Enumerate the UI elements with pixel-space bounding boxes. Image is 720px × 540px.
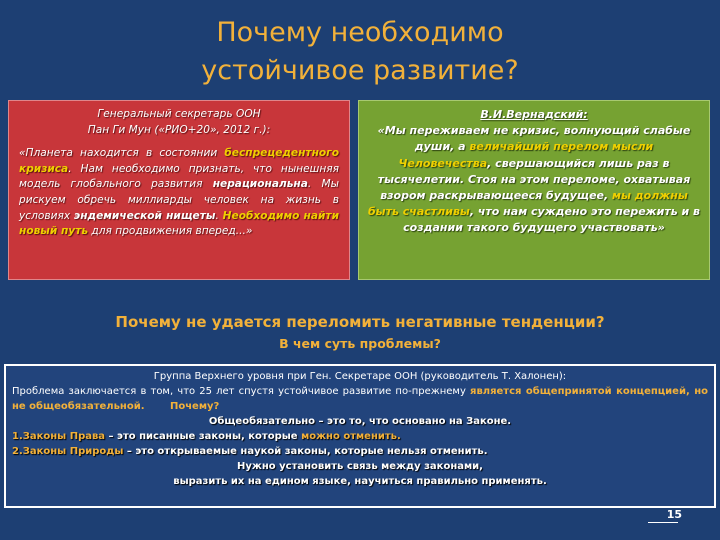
question-subheading: В чем суть проблемы?: [279, 336, 441, 351]
quote-text: [19, 146, 339, 240]
law-definition: Общеобязательно – это то, что основано на Законе.: [208, 416, 512, 427]
why-question: Почему?: [169, 401, 220, 412]
law-text: – это открываемые наукой законы, которые нельзя отменить.: [123, 446, 488, 457]
page-number-underline: [648, 522, 678, 523]
paragraph-highlight: является общепринятой концепцией, но не общеобязательной.: [12, 386, 708, 412]
quote-text: [367, 123, 701, 236]
title-line-2: устойчивое развитие?: [201, 55, 519, 86]
law-label: 2.Законы Природы: [12, 446, 124, 457]
author-name: Пан Ги Мун («РИО+20», 2012 г.):: [87, 123, 271, 136]
quote-author: [19, 107, 339, 138]
page-number: 15: [666, 508, 682, 521]
vernadsky-quote-box: [358, 100, 710, 280]
group-heading: Группа Верхнего уровня при Ген. Секретаре ООН (руководитель Т. Халонен):: [153, 371, 567, 382]
quote-segment: . Мы рискуем обречь миллиарды человек на жизнь в условиях: [19, 178, 339, 222]
quote-highlight: беспрецедентного кризиса: [19, 147, 339, 175]
quote-highlight: эндемической нищеты: [73, 209, 216, 222]
question-heading: Почему не удается переломить негативные тенденции?: [115, 313, 605, 331]
quote-highlight: нерациональна: [212, 178, 308, 191]
conclusion-line-2: выразить их на едином языке, научиться правильно применять.: [173, 476, 547, 487]
slide-title: [0, 14, 720, 90]
conclusion-line-1: Нужно установить связь между законами,: [237, 461, 483, 472]
quote-segment: «Планета находится в состоянии: [19, 147, 225, 160]
quote-author: В.И.Вернадский:: [480, 108, 588, 121]
law-highlight: можно отменить.: [301, 431, 401, 442]
quote-highlight: Необходимо найти новый путь: [19, 209, 339, 238]
law-item-1: [12, 429, 708, 444]
quote-highlight: величайший перелом мысли Человечества: [398, 140, 654, 170]
quote-segment: «Мы переживаем не кризис, волнующий слабые души, а: [377, 124, 691, 154]
author-title: Генеральный секретарь ООН: [97, 108, 261, 120]
title-line-1: Почему необходимо: [216, 17, 504, 48]
law-text: – это писанные законы, которые: [105, 431, 302, 442]
ban-ki-moon-quote-box: [8, 100, 350, 280]
paragraph-segment: Проблема заключается в том, что 25 лет спустя устойчивое развитие по-прежнему: [12, 386, 471, 397]
problem-explanation-box: [4, 364, 716, 508]
law-explanation: [12, 414, 708, 489]
quote-segment: .: [215, 209, 223, 222]
quote-segment: , что нам суждено это пережить и в создании такого будущего участвовать»: [403, 205, 700, 235]
quote-segment: для продвижения вперед...»: [88, 225, 253, 238]
law-label: 1.Законы Права: [12, 431, 106, 442]
problem-paragraph: [12, 384, 708, 414]
quote-segment: . Нам необходимо признать, что нынешняя модель глобального развития: [19, 162, 339, 191]
law-item-2: [12, 444, 708, 459]
quote-highlight: мы должны быть счастливы: [368, 189, 688, 219]
quote-segment: , свершающийся лишь раз в тысячелетии. Стоя на этом переломе, охватывая взором раскрывающееся будущее,: [377, 156, 691, 203]
